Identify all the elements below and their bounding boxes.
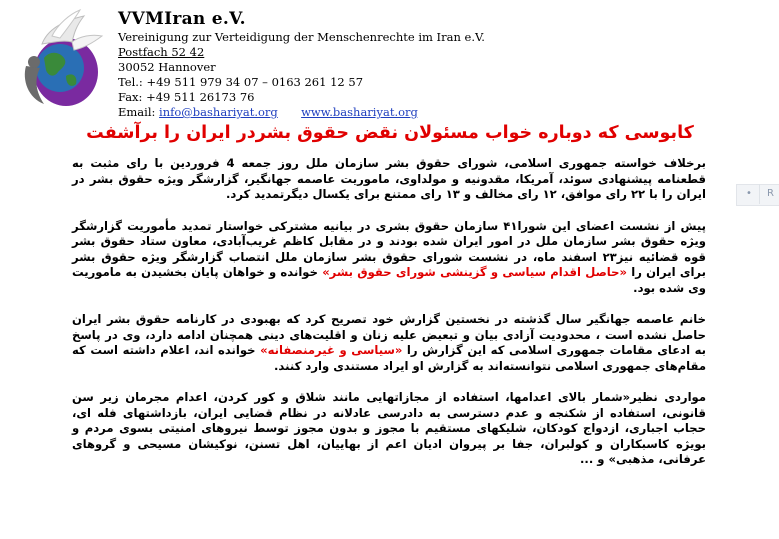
headline: کابوسی که دوباره خواب مسئولان نقض حقوق بشردر ایران را برآشفت: [86, 123, 694, 143]
paragraph-1: [72, 156, 706, 203]
postfach: Postfach 52 42: [118, 45, 205, 59]
letterhead: [118, 8, 518, 120]
contact-row: [118, 105, 518, 120]
paragraph-3: [72, 312, 706, 374]
article-body: [72, 156, 706, 484]
red-quote: «سیاسی و غیرمنصفانه»: [260, 343, 403, 357]
fax: Fax: +49 511 26173 76: [118, 90, 255, 104]
paragraph-tail: خوانده و خواهان پایان بخشیدن به ماموریت وی شده بود.: [72, 265, 706, 295]
paragraph-2: [72, 219, 706, 297]
side-divider: [759, 184, 760, 204]
bullet-icon: •: [746, 188, 752, 199]
city: 30052 Hannover: [118, 60, 216, 74]
red-quote: «حاصل اقدام سیاسی و گزینشی شورای حقوق بشر»: [322, 265, 627, 279]
vvmiran-logo: [14, 6, 110, 110]
paragraph-4: [72, 390, 706, 468]
paragraph-text: برخلاف خواسته جمهوری اسلامی، شورای حقوق بشر سازمان ملل روز جمعه 4 فروردین با رای مثبت به قطعنامه پیشنهادی سوئد، آمریکا، مقدونیه و مولداوی، ماموریت عاصمه جهانگیر، گزارشگر ویژه حقوق بشر در ایران را با ۲۲ رای موافق، ۱۲ رای مخالف و ۱۳ رای ممتنع برای یکسال دیگرتمدید کرد.: [72, 156, 706, 201]
org-name: VVMIran e.V.: [118, 9, 246, 29]
paragraph-text: مواردی نظیر«شمار بالای اعدامها، استفاده از مجازاتهایی مانند شلاق و کور کردن، اعدام مجرمان زیر سن قانونی، استفاده از شکنجه و عدم دسترسی به دادرسی عادلانه در نظام قضایی ایران، بازداشتهای فله ای، حجاب اجباری، ازدواج کودکان، شلیکهای مستقیم با مجوز و بدون مجوز توسط نیروهای امنیتی بسوی مردم و بویژه کاسبکاران و کولبران، جفا بر پیروان ادیان اعم از بهاییان، اهل تسنن، نوکیشان مسیحی و گروهای عرفانی، مذهبی» و ...: [72, 390, 706, 466]
paragraph-tail: خوانده اند، اعلام داشته است که مقام‌های جمهوری اسلامی نتوانسته‌اند به گزارش او ایراد مستندی وارد کنند.: [72, 343, 706, 373]
email-link[interactable]: info@bashariyat.org: [159, 105, 278, 119]
side-tab-letter: R: [767, 188, 774, 199]
side-panel-tab[interactable]: [736, 184, 779, 206]
website-link[interactable]: www.bashariyat.org: [301, 105, 418, 119]
telephone: Tel.: +49 511 979 34 07 – 0163 261 12 57: [118, 75, 364, 89]
paragraph-text: خانم عاصمه جهانگیر سال گذشته در نخستین گزارش خود تصریح کرد که بهبودی در کارنامه حقوق بشر ایران حاصل نشده است ، محدودیت آزادی بیان و تبعیض علیه زنان و اقلیت‌های دینی همچنان ادامه دارد، وی در پاسخ به ادعای مقامات جمهوری اسلامی که این گزارش را: [72, 312, 707, 357]
paragraph-text: پیش از نشست اعضای این شورا۴۱ سازمان حقوق بشری در بیانیه مشترکی خواستار تمدید مأموریت گزارشگر ویژه حقوق بشر سازمان ملل در امور ایران شده بودند و در مقابل کاظم غریب‌آبادی، معاون ستاد حقوق بشر قوه قضائیه نیز۲۳ اسفند ماه، در نشست شورای حقوق بشر سازمان ملل انتصاب گزارشگر ویژه حقوق بشر برای ایران را: [72, 218, 706, 279]
email-label: Email:: [118, 105, 160, 119]
org-full-name: Vereinigung zur Verteidigung der Menschenrechte im Iran e.V.: [118, 30, 485, 44]
